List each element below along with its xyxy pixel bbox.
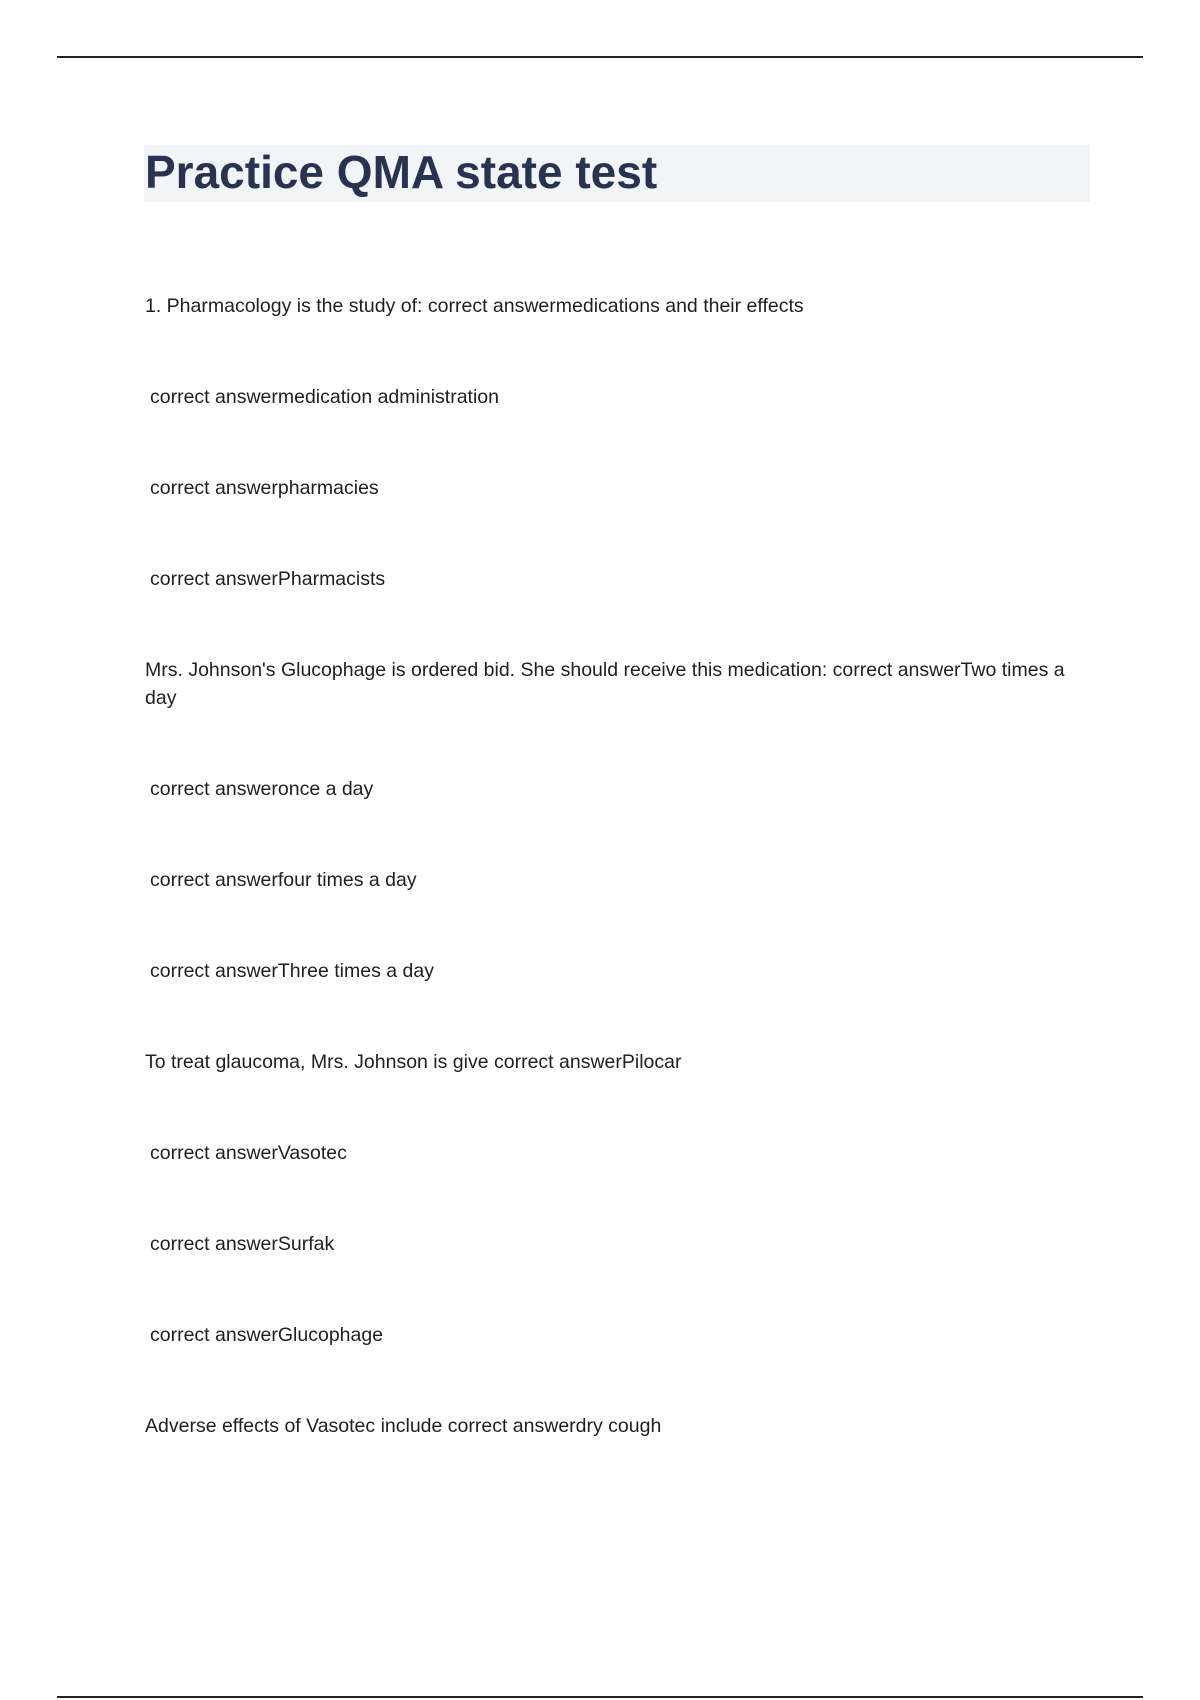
question-line: Adverse effects of Vasotec include correct answerdry cough xyxy=(145,1415,662,1437)
footer-rule xyxy=(57,1696,1143,1698)
answer-option-line: correct answerPharmacists xyxy=(150,568,386,590)
answer-option-line: correct answerpharmacies xyxy=(150,477,379,499)
answer-option-line: correct answerGlucophage xyxy=(150,1324,384,1346)
page-title: Practice QMA state test xyxy=(145,146,658,198)
answer-option-line: correct answeronce a day xyxy=(150,778,374,800)
header-rule xyxy=(57,56,1143,58)
answer-option-line: correct answerfour times a day xyxy=(150,869,417,891)
answer-option-line: correct answerVasotec xyxy=(150,1142,347,1164)
answer-option-line: correct answerSurfak xyxy=(150,1233,335,1255)
answer-option-line: correct answerThree times a day xyxy=(150,960,434,982)
question-line: To treat glaucoma, Mrs. Johnson is give correct answerPilocar xyxy=(145,1051,682,1073)
question-line: Mrs. Johnson's Glucophage is ordered bid. She should receive this medication: correct answerTwo times a day xyxy=(145,659,1065,709)
question-line: 1. Pharmacology is the study of: correct answermedications and their effects xyxy=(145,295,804,317)
answer-option-line: correct answermedication administration xyxy=(150,386,499,408)
